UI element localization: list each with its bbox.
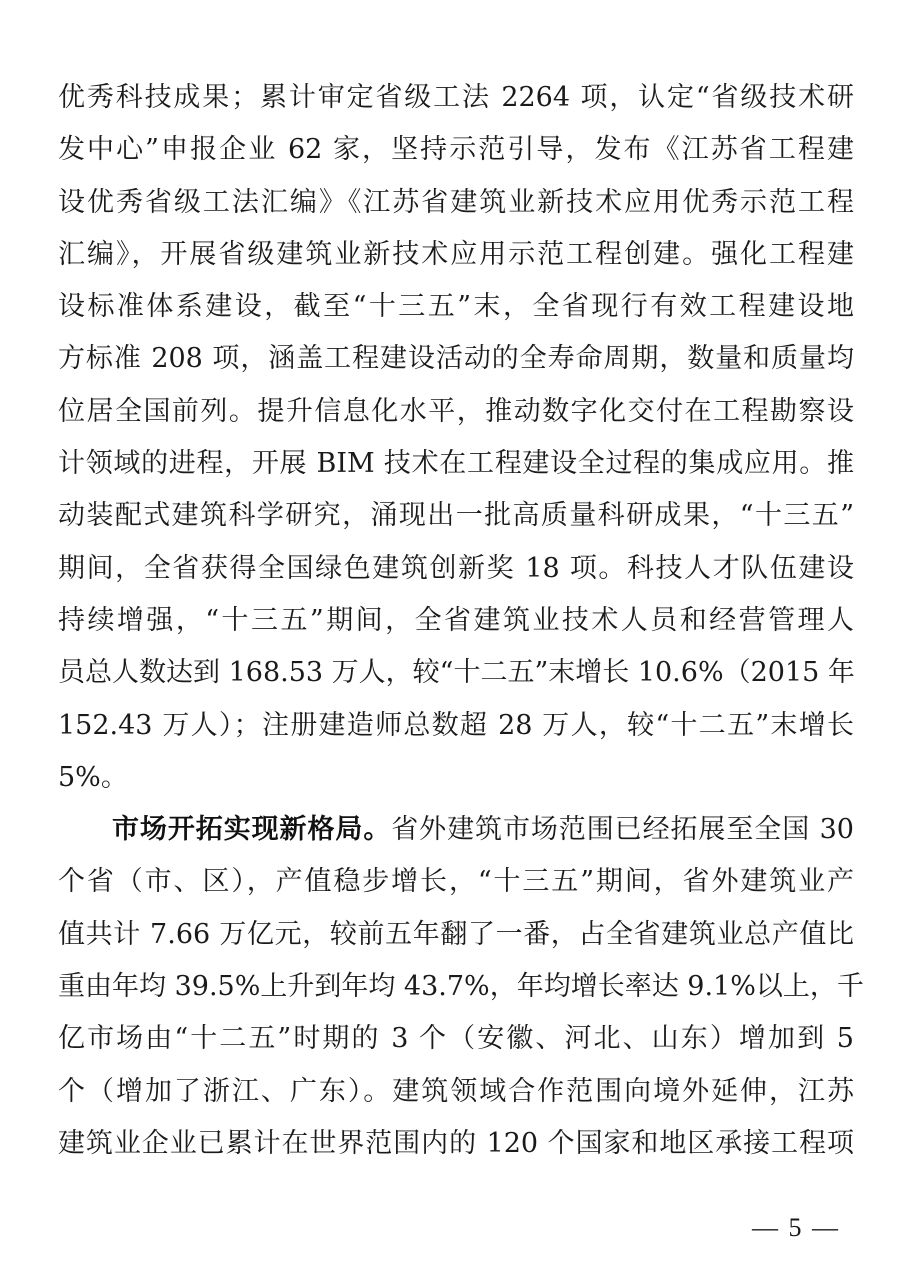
- body-text: [58, 72, 864, 1170]
- paragraph-market-expansion: [58, 804, 864, 1170]
- text-run: 省外建筑市场范围已经拓展至全国 30: [391, 814, 854, 846]
- text-line: 计领域的进程，开展 BIM 技术在工程建设全过程的集成应用。推: [58, 448, 854, 480]
- text-line: 建筑业企业已累计在世界范围内的 120 个国家和地区承接工程项: [58, 1127, 854, 1159]
- text-line: 员总人数达到 168.53 万人，较“十二五”末增长 10.6%（2015 年: [58, 657, 855, 689]
- paragraph-heading: 市场开拓实现新格局。: [112, 814, 392, 846]
- text-line: 152.43 万人）；注册建造师总数超 28 万人，较“十二五”末增长: [58, 709, 854, 741]
- text-line: 个省（市、区），产值稳步增长，“十三五”期间，省外建筑业产: [58, 866, 854, 898]
- text-line: 亿市场由“十二五”时期的 3 个（安徽、河北、山东）增加到 5: [58, 1023, 854, 1055]
- text-line: 设优秀省级工法汇编》《江苏省建筑业新技术应用优秀示范工程: [58, 186, 854, 218]
- text-line: 动装配式建筑科学研究，涌现出一批高质量科研成果，“十三五”: [58, 500, 854, 532]
- text-line: 发中心”申报企业 62 家，坚持示范引导，发布《江苏省工程建: [58, 134, 854, 166]
- text-line: 设标准体系建设，截至“十三五”末，全省现行有效工程建设地: [58, 291, 854, 323]
- text-line: 重由年均 39.5%上升到年均 43.7%，年均增长率达 9.1%以上，千: [58, 971, 864, 1003]
- text-line: 5%。: [58, 761, 128, 793]
- paragraph-science-tech: [58, 72, 854, 804]
- text-line: 汇编》，开展省级建筑业新技术应用示范工程创建。强化工程建: [58, 238, 854, 270]
- text-line: 位居全国前列。提升信息化水平，推动数字化交付在工程勘察设: [58, 395, 854, 427]
- text-line: 持续增强，“十三五”期间，全省建筑业技术人员和经营管理人: [58, 604, 854, 636]
- text-line: 个（增加了浙江、广东）。建筑领域合作范围向境外延伸，江苏: [58, 1075, 854, 1107]
- text-line: 值共计 7.66 万亿元，较前五年翻了一番，占全省建筑业总产值比: [58, 918, 854, 950]
- text-line: 优秀科技成果；累计审定省级工法 2264 项，认定“省级技术研: [58, 82, 854, 113]
- page-number: — 5 —: [752, 1213, 840, 1242]
- paragraph-first-line: [58, 804, 854, 856]
- text-line: 方标准 208 项，涵盖工程建设活动的全寿命周期，数量和质量均: [58, 343, 854, 375]
- text-line: 期间，全省获得全国绿色建筑创新奖 18 项。科技人才队伍建设: [58, 552, 854, 584]
